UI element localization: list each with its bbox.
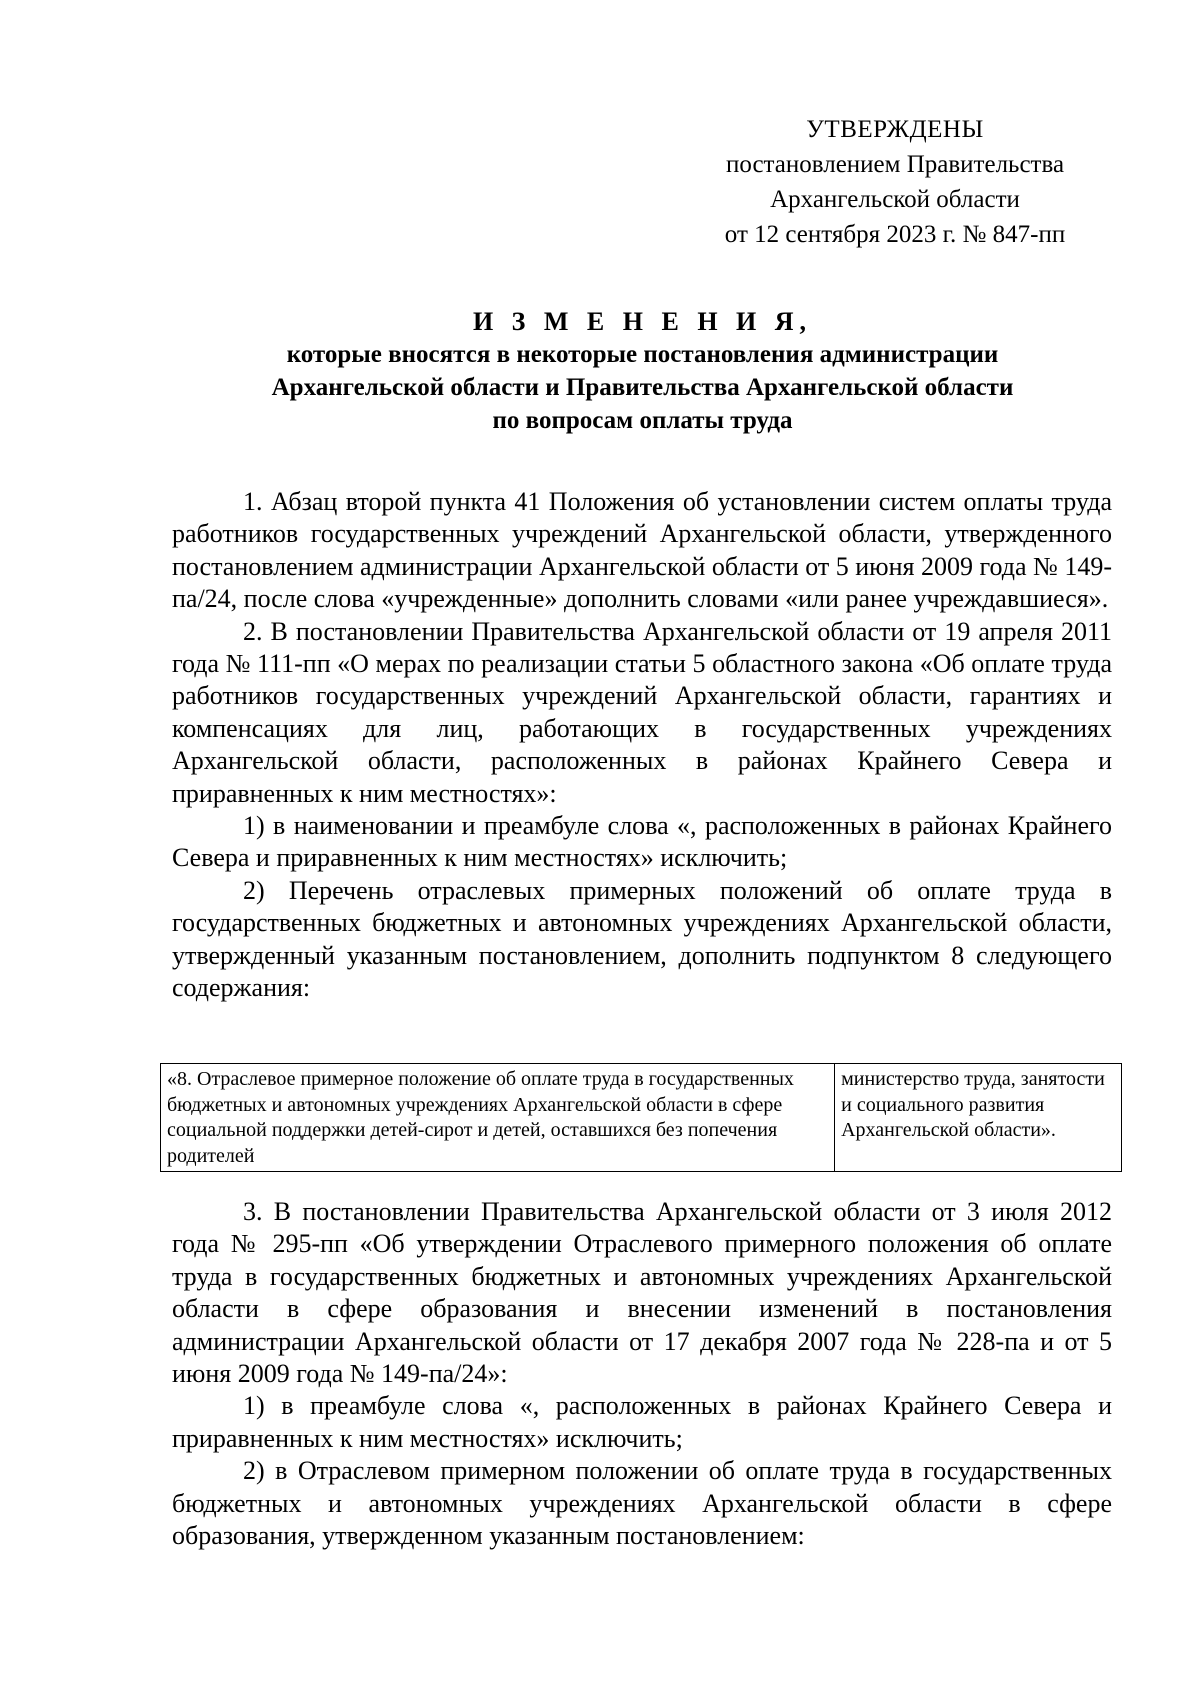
- title-line-3: по вопросам оплаты труда: [492, 407, 793, 434]
- approval-stamp: [700, 112, 1090, 252]
- approval-line-3: от 12 сентября 2023 г. № 847-пп: [724, 221, 1066, 248]
- paragraph-3-item-2: 2) в Отраслевом примерном положении об оплате труда в государственных бюджетных и автономных учреждениях Архангельской области в сфере образования, утвержденном указанным постановлением:: [172, 1456, 1112, 1551]
- document-body: [172, 486, 1112, 1005]
- title-line-1: которые вносятся в некоторые постановления администрации: [286, 341, 999, 368]
- approval-head: УТВЕРЖДЕНЫ: [806, 116, 984, 143]
- paragraph-2-item-1: 1) в наименовании и преамбуле слова «, расположенных в районах Крайнего Севера и приравненных к ним местностях» исключить;: [172, 811, 1112, 873]
- paragraph-3: 3. В постановлении Правительства Архангельской области от 3 июля 2012 года № 295-пп «Об утверждении Отраслевого примерного положения об оплате труда в государственных бюджетных и автономных учреждениях Архангельской области в сфере образования и внесении изменений в постановления администрации Архангельской области от 17 декабря 2007 года № 228-па и от 5 июня 2009 года № 149-па/24»:: [172, 1197, 1112, 1389]
- table-row: [161, 1064, 1122, 1172]
- approval-line-2: Архангельской области: [770, 186, 1020, 213]
- table-cell-ministry: министерство труда, занятости и социального развития Архангельской области».: [835, 1064, 1122, 1172]
- title-main: И З М Е Н Е Н И Я,: [472, 307, 813, 336]
- table-cell-title: «8. Отраслевое примерное положение об оплате труда в государственных бюджетных и автономных учреждениях Архангельской области в сфере социальной поддержки детей-сирот и детей, оставшихся без попечения родителей: [161, 1064, 835, 1172]
- paragraph-1: 1. Абзац второй пункта 41 Положения об установлении систем оплаты труда работников государственных учреждений Архангельской области, утвержденного постановлением администрации Архангельской области от 5 июня 2009 года № 149-па/24, после слова «учрежденные» дополнить словами «или ранее учреждавшиеся».: [172, 487, 1112, 614]
- insert-table: [160, 1063, 1122, 1172]
- document-body-continued: [172, 1196, 1112, 1552]
- paragraph-2-item-2: 2) Перечень отраслевых примерных положений об оплате труда в государственных бюджетных и автономных учреждениях Архангельской области, утвержденный указанным постановлением, дополнить подпунктом 8 следующего содержания:: [172, 875, 1112, 1003]
- document-title: [170, 305, 1115, 437]
- paragraph-3-item-1: 1) в преамбуле слова «, расположенных в районах Крайнего Севера и приравненных к ним местностях» исключить;: [172, 1391, 1112, 1453]
- insert-table-grid: [160, 1063, 1122, 1172]
- title-line-2: Архангельской области и Правительства Архангельской области: [271, 374, 1014, 401]
- approval-line-1: постановлением Правительства: [725, 151, 1065, 178]
- paragraph-2: 2. В постановлении Правительства Архангельской области от 19 апреля 2011 года № 111-пп «О мерах по реализации статьи 5 областного закона «Об оплате труда работников государственных учреждений Архангельской области, гарантиях и компенсациях для лиц, работающих в государственных учреждениях Архангельской области, расположенных в районах Крайнего Севера и приравненных к ним местностях»:: [172, 616, 1112, 808]
